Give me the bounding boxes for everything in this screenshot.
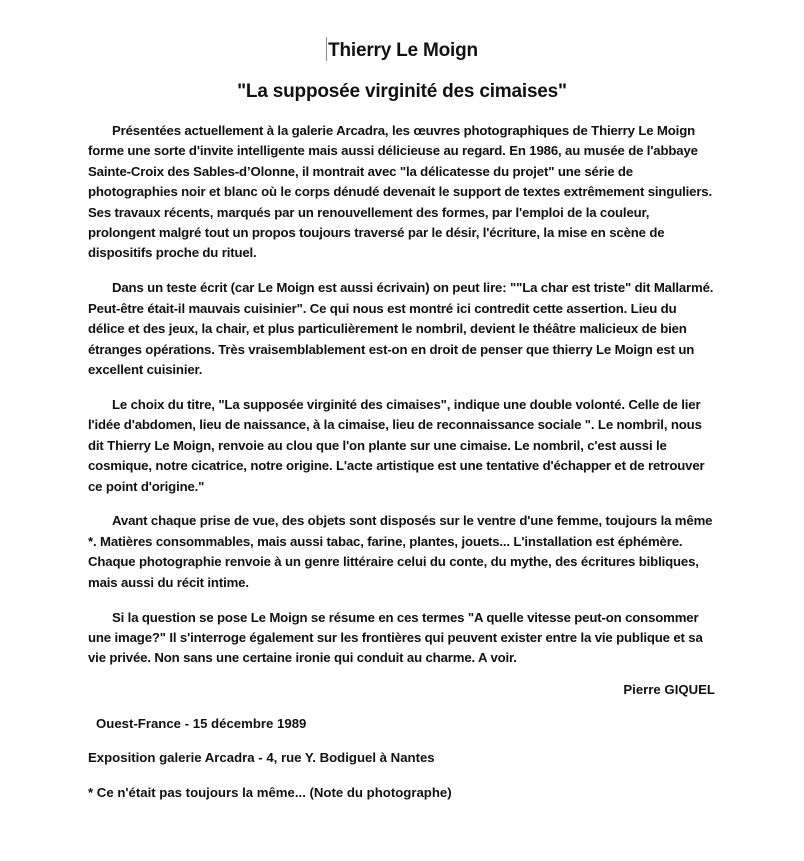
document-subtitle: "La supposée virginité des cimaises" xyxy=(237,81,567,102)
author-signature: Pierre GIQUEL xyxy=(623,682,715,697)
paragraph-1: Présentées actuellement à la galerie Arcadra, les œuvres photographiques de Thierry Le Moign forme une sorte d'invite intelligente mais aussi délicieuse au regard. En 1986, au musée de l'abbaye Sainte-Croix des Sables-d’Olonne, il montrait avec "la délicatesse du projet" une série de photographies noir et blanc où le corps dénudé devenait le support de textes extrêmement singuliers. Ses travaux récents, marqués par un renouvellement des formes, par l'emploi de la couleur, prolongent malgré tout un propos toujours traversé par le désir, l'écriture, la mise en scène de dispositifs proche du rituel. xyxy=(88,123,713,261)
document-title xyxy=(0,37,804,62)
text-cursor xyxy=(326,37,327,61)
paragraph-3: Le choix du titre, "La supposée virginité des cimaises", indique une double volonté. Celle de lier l'idée d'abdomen, lieu de naissance, à la cimaise, lieu de reconnaissance sociale ". Le nombril, nous dit Thierry Le Moign, renvoie au clou que l'on plante sur une cimaise. Le nombril, c'est aussi le cosmique, notre cicatrice, notre origine. L'acte artistique est une tentative d'échapper et de retrouver ce point d'origine." xyxy=(88,396,705,494)
footnote: * Ce n'était pas toujours la même... (Note du photographe) xyxy=(88,785,452,800)
publication-source: Ouest-France - 15 décembre 1989 xyxy=(96,716,307,731)
exhibition-info: Exposition galerie Arcadra - 4, rue Y. Bodiguel à Nantes xyxy=(88,750,435,765)
title-text: Thierry Le Moign xyxy=(328,40,478,61)
paragraph-2: Dans un teste écrit (car Le Moign est aussi écrivain) on peut lire: ""La char est triste" dit Mallarmé. Peut-être était-il mauvais cuisinier". Ce qui nous est montré ici contredit cette assertion. Lieu du délice et des jeux, la chair, et plus particulièrement le nombril, devient le théâtre malicieux de bien étranges opérations. Très vraisemblablement est-on en droit de penser que thierry Le Moign est un excellent cuisinier. xyxy=(88,280,714,377)
paragraph-5: Si la question se pose Le Moign se résume en ces termes "A quelle vitesse peut-on consommer une image?" Il s'interroge également sur les frontières qui peuvent exister entre la vie publique et sa vie privée. Non sans une certaine ironie qui conduit au charme. A voir. xyxy=(88,609,703,666)
article-body xyxy=(88,121,716,683)
paragraph-4: Avant chaque prise de vue, des objets sont disposés sur le ventre d'une femme, toujours la même *. Matières consommables, mais aussi tabac, farine, plantes, jouets... L'installation est éphémère. Chaque photographie renvoie à un genre littéraire celui du conte, du mythe, des écritures bibliques, mais aussi du récit intime. xyxy=(88,513,713,590)
